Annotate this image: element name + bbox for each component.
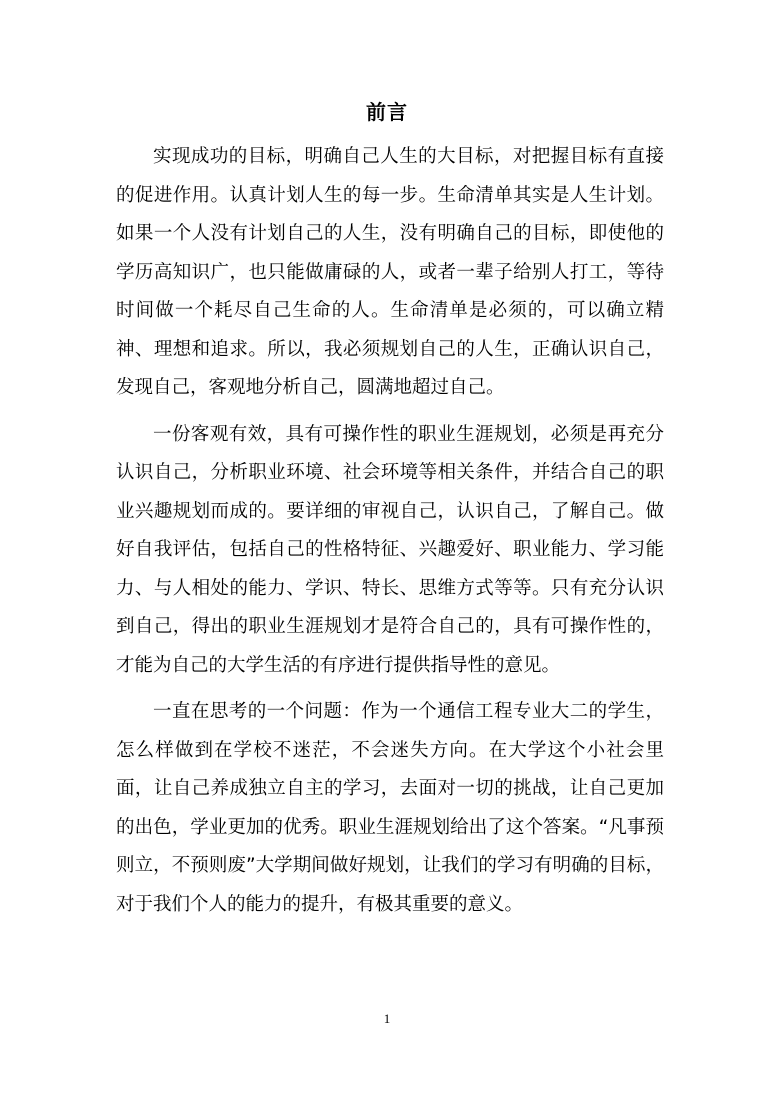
body-text [116, 138, 664, 932]
paragraph-1: 实现成功的目标，明确自己人生的大目标，对把握目标有直接的促进作用。认真计划人生的每一步。生命清单其实是人生计划。如果一个人没有计划自己的人生，没有明确自己的目标，即使他的学历高知识广，也只能做庸碌的人，或者一辈子给别人打工，等待时间做一个耗尽自己生命的人。生命清单是必须的，可以确立精神、理想和追求。所以，我必须规划自己的人生，正确认识自己，发现自己，客观地分析自己，圆满地超过自己。 [116, 146, 664, 398]
page-number: 1 [383, 1011, 391, 1026]
paragraph-3: 一直在思考的一个问题：作为一个通信工程专业大二的学生，怎么样做到在学校不迷茫，不会迷失方向。在大学这个小社会里面，让自己养成独立自主的学习，去面对一切的挑战，让自己更加的出色，学业更加的优秀。职业生涯规划给出了这个答案。“凡事预则立，不预则废”大学期间做好规划，让我们的学习有明确的目标，对于我们个人的能力的提升，有极其重要的意义。 [116, 701, 664, 915]
paragraph-2: 一份客观有效，具有可操作性的职业生涯规划，必须是再充分认识自己，分析职业环境、社会环境等相关条件，并结合自己的职业兴趣规划而成的。要详细的审视自己，认识自己，了解自己。做好自我评估，包括自己的性格特征、兴趣爱好、职业能力、学习能力、与人相处的能力、学识、特长、思维方式等等。只有充分认识到自己，得出的职业生涯规划才是符合自己的，具有可操作性的，才能为自己的大学生活的有序进行提供指导性的意见。 [116, 423, 664, 676]
page-title: 前言 [366, 100, 408, 124]
